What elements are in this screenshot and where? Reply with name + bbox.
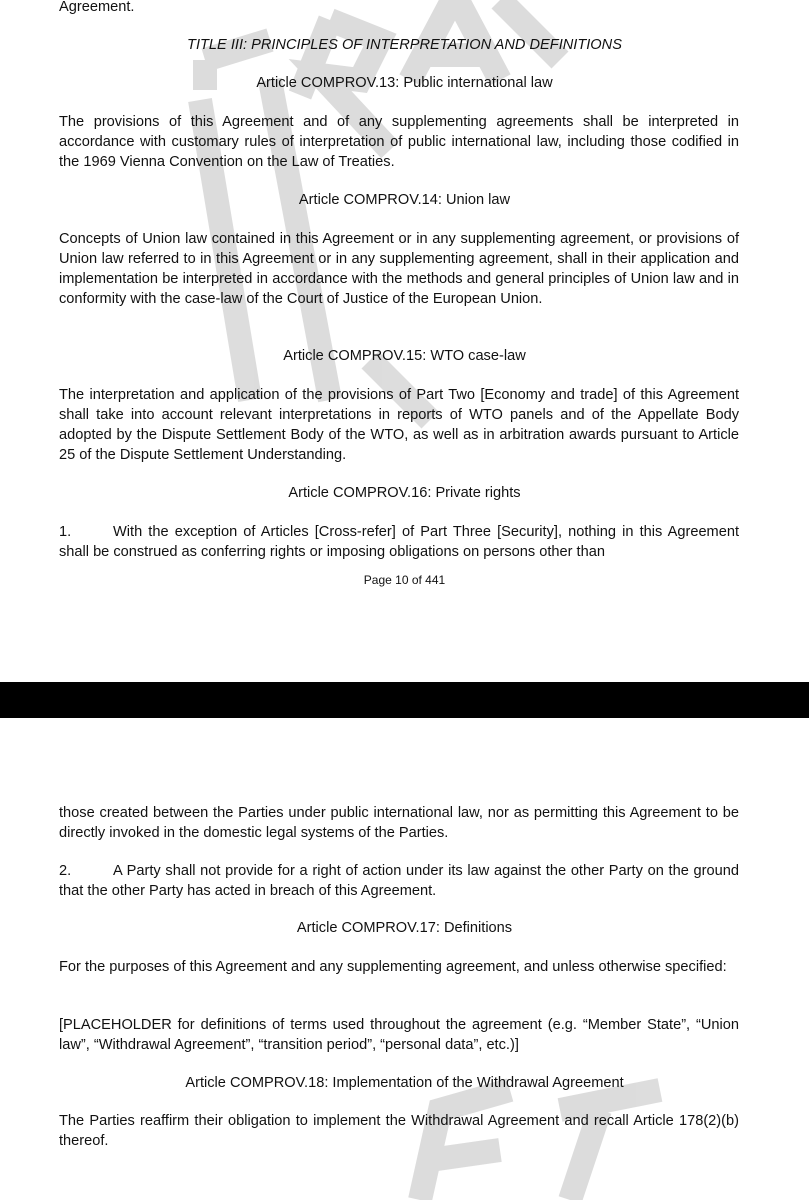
- article-14-heading: Article COMPROV.14: Union law: [298, 192, 511, 208]
- article-16-paragraph-1: [59, 522, 739, 562]
- article-17-placeholder: [PLACEHOLDER for definitions of terms used throughout the agreement (e.g. “Member State”, “Union law”, “Withdrawal Agreement”, “transition period”, “personal data”, etc.)]: [59, 1017, 739, 1053]
- article-16-continuation: those created between the Parties under public international law, nor as permitting this Agreement to be directly invoked in the domestic legal systems of the Parties.: [59, 805, 739, 841]
- paragraph-number: 1.: [59, 524, 72, 540]
- title-iii-heading: TITLE III: PRINCIPLES OF INTERPRETATION AND DEFINITIONS: [187, 37, 622, 53]
- article-18-heading: Article COMPROV.18: Implementation of the Withdrawal Agreement: [185, 1075, 624, 1091]
- paragraph-text: With the exception of Articles [Cross-refer] of Part Three [Security], nothing in this Agreement shall be construed as conferring rights or imposing obligations on persons other than: [59, 524, 739, 560]
- article-15-text: The interpretation and application of the provisions of Part Two [Economy and trade] of this Agreement shall take into account relevant interpretations in reports of WTO panels and of the Appellate Body adopted by the Dispute Settlement Body of the WTO, as well as in arbitration awards pursuant to Article 25 of the Dispute Settlement Understanding.: [59, 387, 739, 463]
- article-17-text: For the purposes of this Agreement and any supplementing agreement, and unless otherwise specified:: [59, 959, 727, 975]
- page-number: Page 10 of 441: [363, 573, 446, 587]
- article-16-paragraph-2: [59, 861, 739, 901]
- article-15-heading: Article COMPROV.15: WTO case-law: [283, 348, 526, 364]
- paragraph-text: A Party shall not provide for a right of action under its law against the other Party on the ground that the other Party has acted in breach of this Agreement.: [59, 863, 739, 899]
- article-14-text: Concepts of Union law contained in this Agreement or in any supplementing agreement, or provisions of Union law referred to in this Agreement or in any supplementing agreement, shall in their application and implementation be interpreted in accordance with the methods and general principles of Union law and in conformity with the case-law of the Court of Justice of the European Union.: [59, 231, 739, 307]
- article-13-text: The provisions of this Agreement and of any supplementing agreements shall be interpreted in accordance with customary rules of interpretation of public international law, including those codified in the 1969 Vienna Convention on the Law of Treaties.: [59, 114, 739, 170]
- article-18-text: The Parties reaffirm their obligation to implement the Withdrawal Agreement and recall Article 178(2)(b) thereof.: [59, 1113, 739, 1149]
- article-13-heading: Article COMPROV.13: Public international law: [256, 75, 553, 91]
- article-16-heading: Article COMPROV.16: Private rights: [288, 485, 521, 501]
- article-17-heading: Article COMPROV.17: Definitions: [296, 920, 513, 936]
- fragment-top: Agreement.: [59, 0, 135, 15]
- paragraph-number: 2.: [59, 863, 72, 879]
- page-separator: [0, 682, 809, 718]
- page-11: [0, 718, 809, 1200]
